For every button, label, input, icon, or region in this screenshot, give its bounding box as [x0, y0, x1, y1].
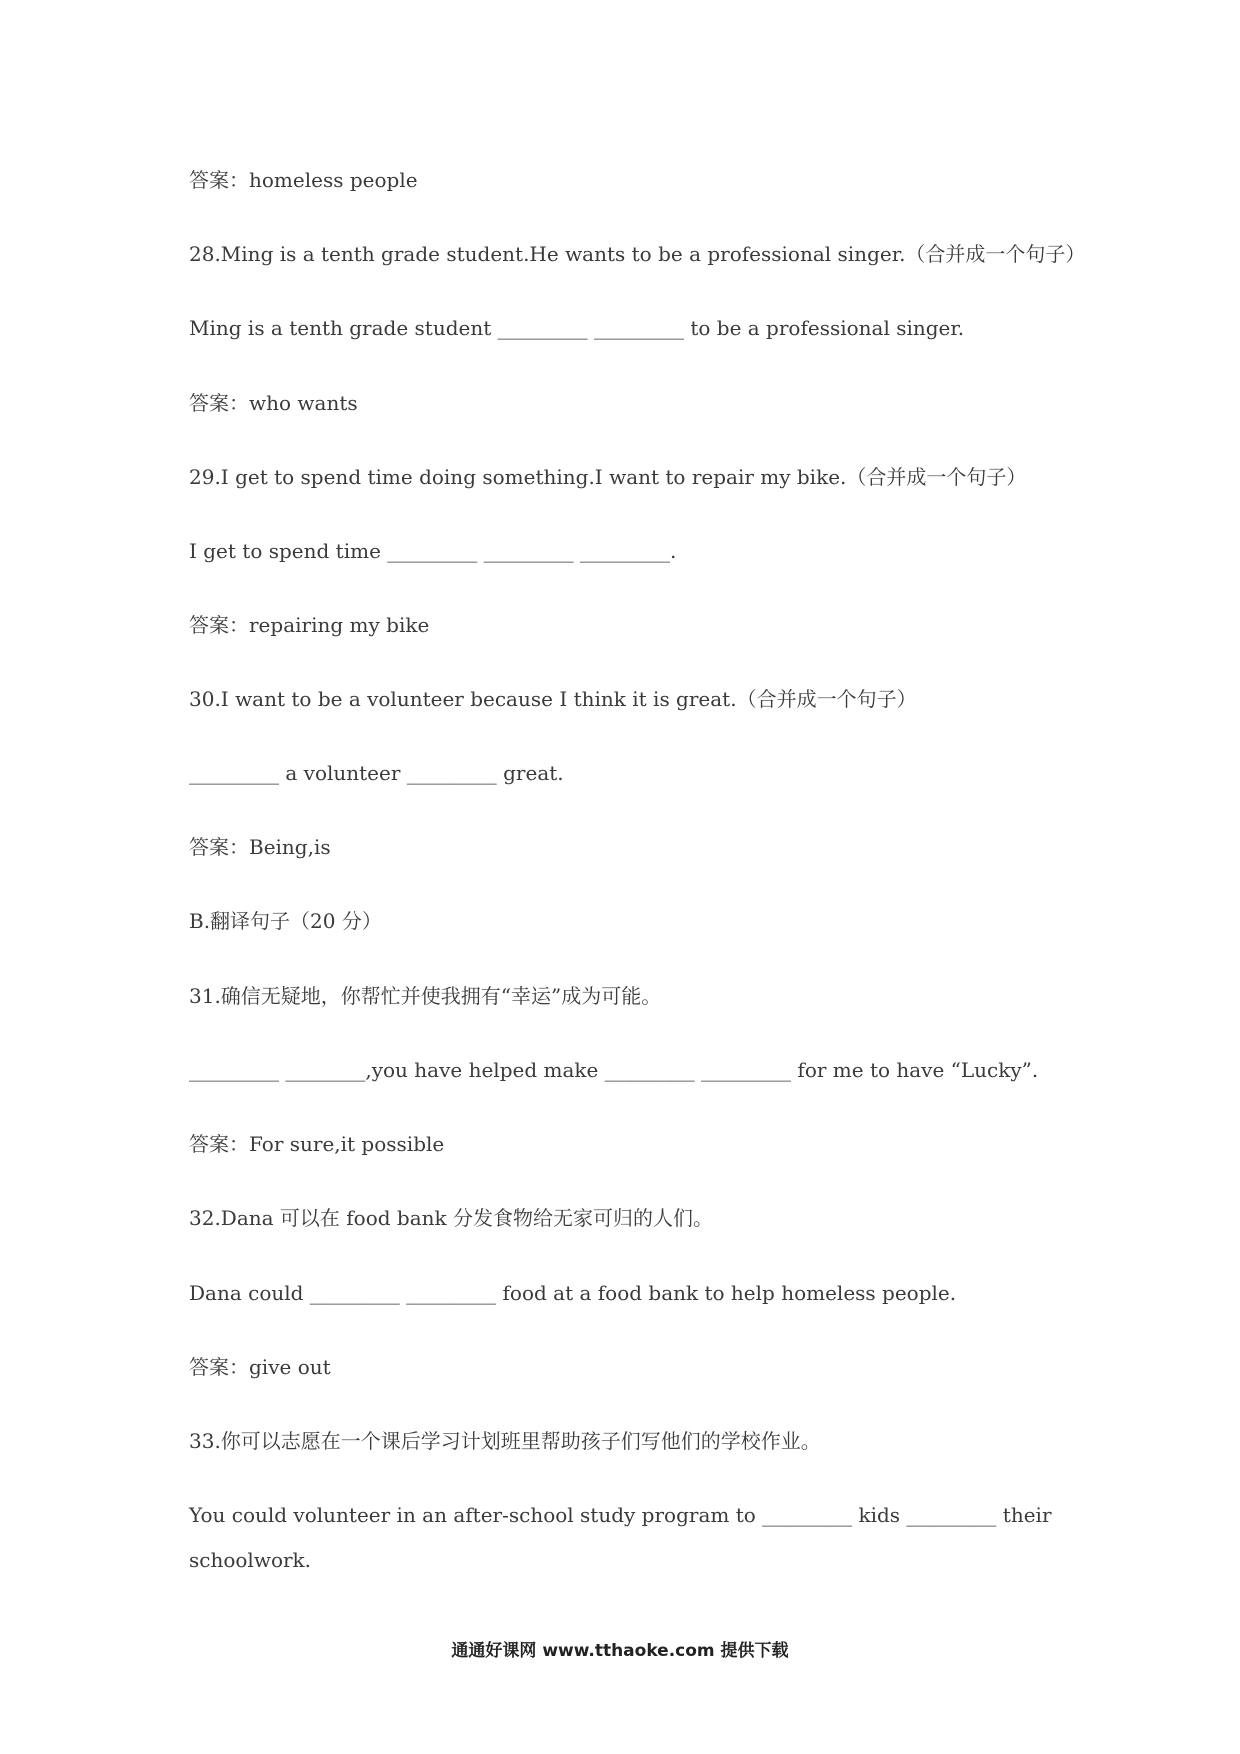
- question-33-blank-continued: schoolwork.: [189, 1548, 312, 1572]
- section-b-heading: B.翻译句子（20 分）: [189, 909, 382, 933]
- answer-30: 答案：Being,is: [189, 835, 331, 859]
- answer-29: 答案：repairing my bike: [189, 613, 430, 637]
- question-29-blank: I get to spend time _________ _________ _________.: [189, 539, 677, 563]
- question-32: 32.Dana 可以在 food bank 分发食物给无家可归的人们。: [189, 1206, 714, 1230]
- answer-28: 答案：who wants: [189, 391, 358, 415]
- question-30-blank: _________ a volunteer _________ great.: [189, 761, 564, 785]
- answer-27: 答案：homeless people: [189, 168, 418, 192]
- answer-31: 答案：For sure,it possible: [189, 1132, 445, 1156]
- question-28: 28.Ming is a tenth grade student.He wants to be a professional singer.（合并成一个句子）: [189, 242, 1086, 266]
- question-31: 31.确信无疑地，你帮忙并使我拥有“幸运”成为可能。: [189, 984, 662, 1008]
- footer-watermark: 通通好课网 www.tthaoke.com 提供下载: [451, 1641, 789, 1661]
- answer-32: 答案：give out: [189, 1355, 331, 1379]
- question-29: 29.I get to spend time doing something.I want to repair my bike.（合并成一个句子）: [189, 465, 1027, 489]
- question-33-blank: You could volunteer in an after-school study program to _________ kids _________ their: [189, 1503, 1052, 1527]
- question-30: 30.I want to be a volunteer because I think it is great.（合并成一个句子）: [189, 687, 917, 711]
- question-32-blank: Dana could _________ _________ food at a food bank to help homeless people.: [189, 1281, 957, 1305]
- question-28-blank: Ming is a tenth grade student _________ _________ to be a professional singer.: [189, 316, 965, 340]
- question-33: 33.你可以志愿在一个课后学习计划班里帮助孩子们写他们的学校作业。: [189, 1429, 821, 1453]
- question-31-blank: _________ ________,you have helped make _________ _________ for me to have “Lucky”.: [189, 1058, 1039, 1082]
